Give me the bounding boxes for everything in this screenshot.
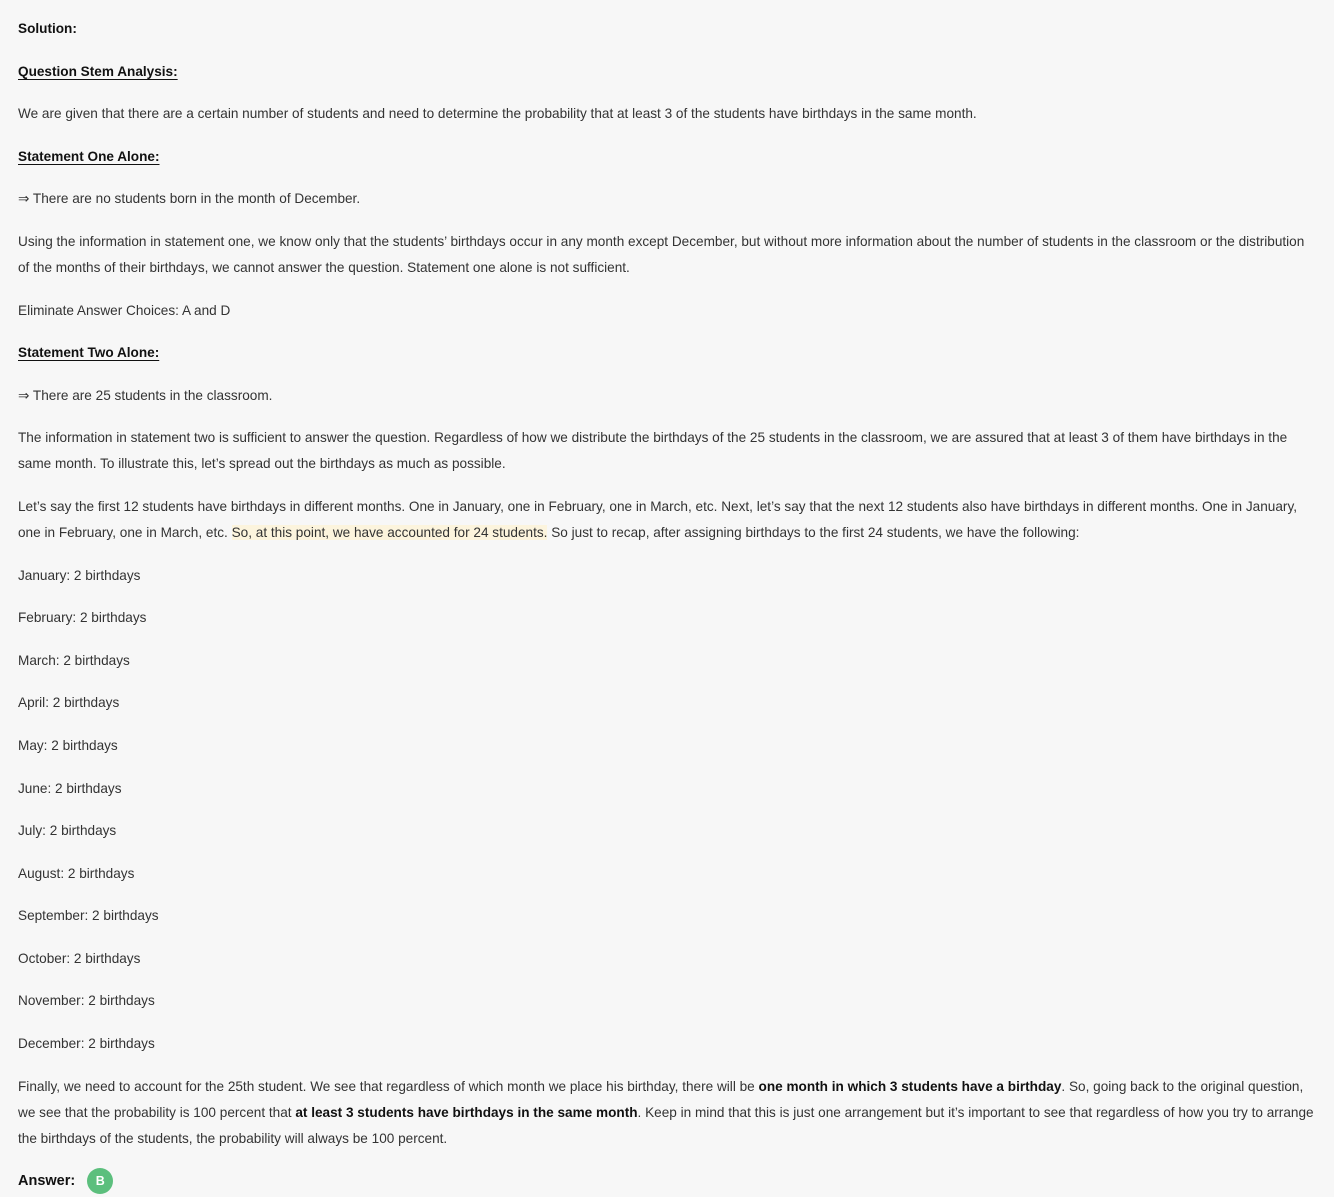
conclusion-part3: . Keep in mind that this is just one arrangement but it’s important to see that regardless of how you try to arrange the birthdays of the students, the probability will always be 100 percent.: [18, 1104, 1314, 1146]
statement-two-heading: Statement Two Alone:: [18, 345, 160, 361]
answer-badge: B: [87, 1168, 113, 1194]
example-text-part2: So just to recap, after assigning birthdays to the first 24 students, we have the following:: [547, 524, 1080, 540]
eliminate-choices-text: Eliminate Answer Choices: A and D: [18, 302, 231, 318]
month-birthday-item: May: 2 birthdays: [18, 737, 118, 753]
conclusion-part1: Finally, we need to account for the 25th student. We see that regardless of which month we place his birthday, there will be: [18, 1078, 759, 1094]
month-birthday-item: November: 2 birthdays: [18, 993, 155, 1009]
statement-one-analysis: Using the information in statement one, we know only that the students’ birthdays occur in any month except December, but without more information about the number of students in the classroom or the distribution of the months of their birthdays, we cannot answer the question. Statement one alone is not sufficient.: [18, 233, 1305, 275]
statement-one-heading: Statement One Alone:: [18, 148, 160, 164]
stem-analysis-text: We are given that there are a certain number of students and need to determine the probability that at least 3 of the students have birthdays in the same month.: [18, 106, 977, 122]
month-birthday-item: January: 2 birthdays: [18, 567, 141, 583]
conclusion-bold-1: one month in which 3 students have a birthday: [758, 1078, 1062, 1094]
stem-analysis-heading: Question Stem Analysis:: [18, 63, 178, 79]
month-birthday-item: August: 2 birthdays: [18, 865, 135, 881]
example-text-part1: Let’s say the first 12 students have birthdays in different months. One in January, one in February, one in March, etc. Next, let’s say that the next 12 students also have birthdays in different months. One in January, one in February, one in March, etc.: [18, 498, 1298, 540]
highlighted-text: So, at this point, we have accounted for 24 students.: [231, 524, 548, 540]
month-birthday-item: July: 2 birthdays: [18, 823, 117, 839]
conclusion-part2: . So, going back to the original question, we see that the probability is 100 percent that: [18, 1078, 1304, 1120]
conclusion-bold-2: at least 3 students have birthdays in the same month: [295, 1104, 638, 1120]
conclusion-text: [18, 1074, 1316, 1152]
month-birthday-item: December: 2 birthdays: [18, 1036, 155, 1052]
month-birthday-item: March: 2 birthdays: [18, 652, 130, 668]
solution-heading: Solution:: [18, 21, 77, 36]
statement-two-premise: ⇒ There are 25 students in the classroom.: [18, 387, 273, 403]
statement-two-analysis: The information in statement two is sufficient to answer the question. Regardless of how we distribute the birthdays of the 25 students in the classroom, we are assured that at least 3 of them have birthdays in the same month. To illustrate this, let’s spread out the birthdays as much as possible.: [18, 430, 1288, 472]
statement-one-premise: ⇒ There are no students born in the month of December.: [18, 191, 361, 207]
month-birthday-list: [18, 563, 1316, 1058]
answer-row: [18, 1168, 1316, 1194]
month-birthday-item: September: 2 birthdays: [18, 908, 159, 924]
month-birthday-item: February: 2 birthdays: [18, 610, 147, 626]
month-birthday-item: April: 2 birthdays: [18, 695, 120, 711]
month-birthday-item: October: 2 birthdays: [18, 950, 141, 966]
month-birthday-item: June: 2 birthdays: [18, 780, 122, 796]
answer-label: Answer:: [18, 1173, 76, 1190]
statement-two-example: [18, 494, 1316, 546]
